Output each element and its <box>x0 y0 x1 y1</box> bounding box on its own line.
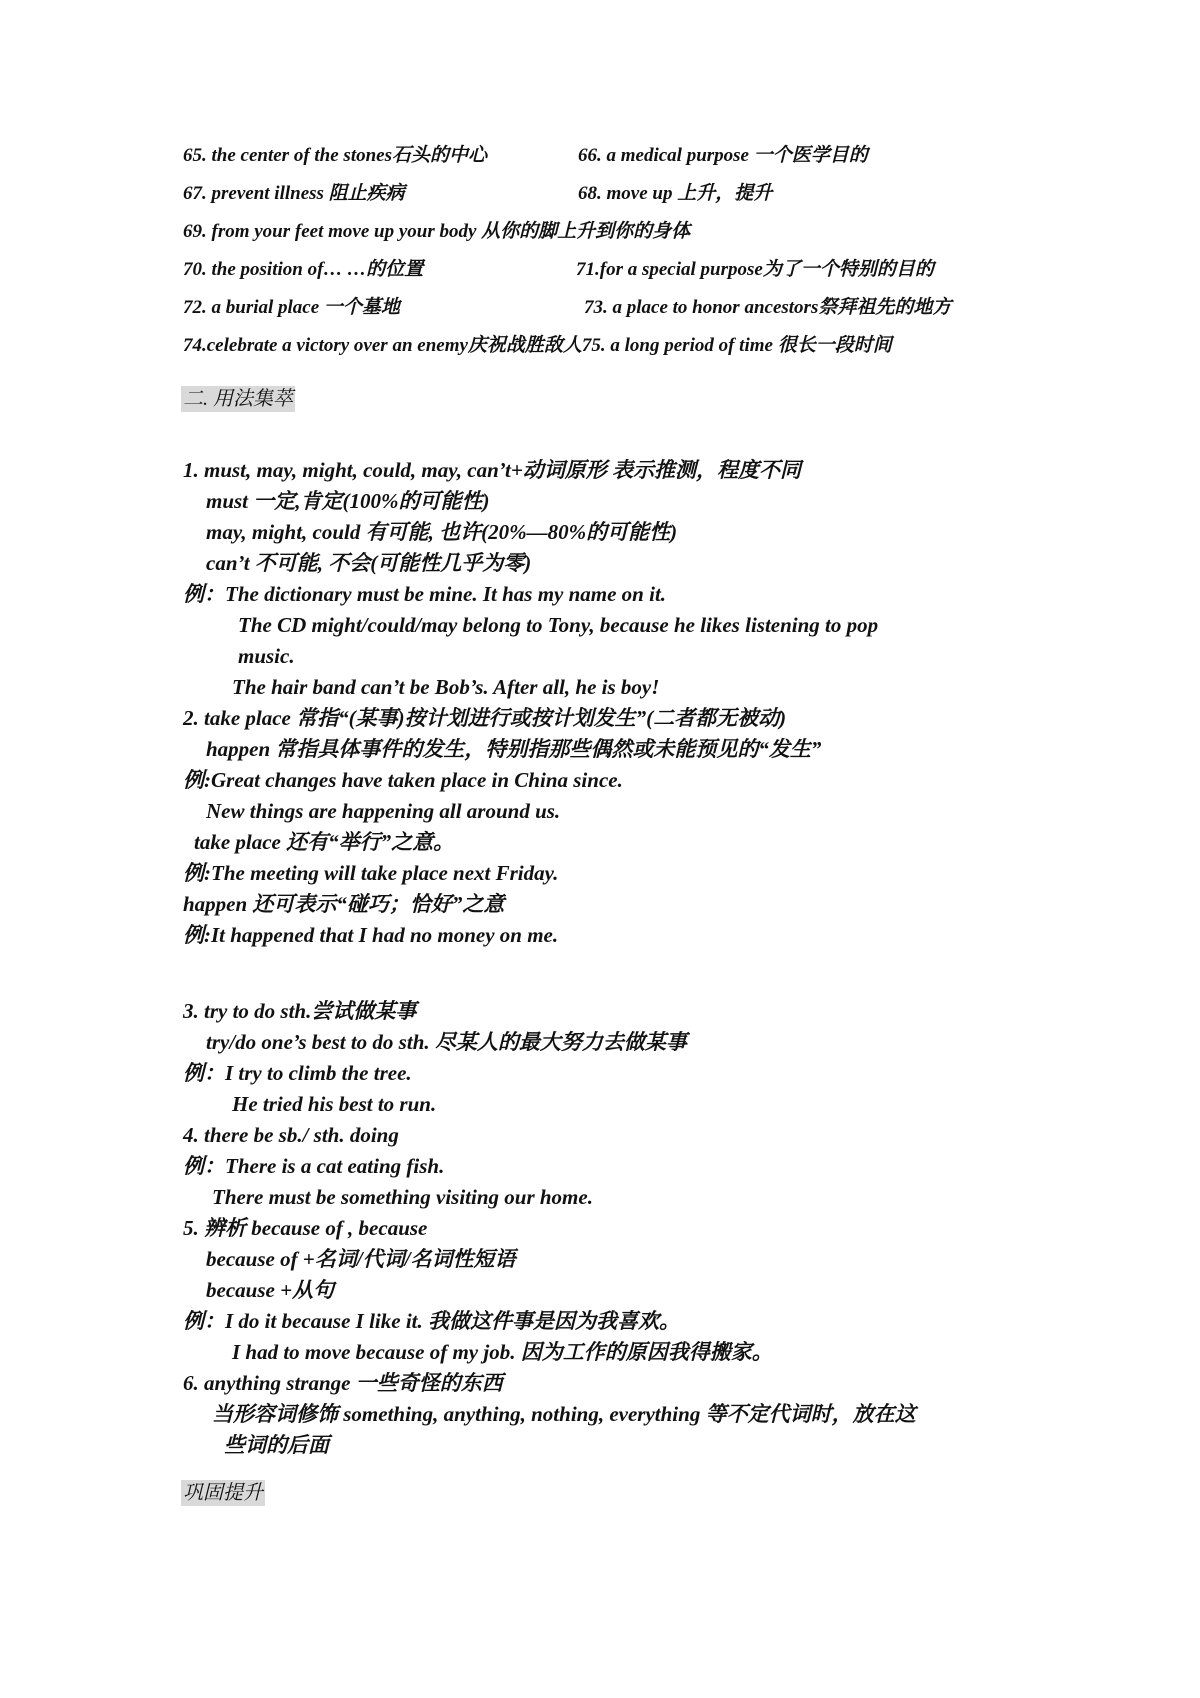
phrase-65: 65. the center of the stones石头的中心 <box>183 145 487 166</box>
section-usage-heading: 二. 用法集萃 <box>183 388 293 410</box>
usage-6-title: 6. anything strange 一些奇怪的东西 <box>183 1371 503 1395</box>
usage-5-title: 5. 辨析 because of , because <box>183 1216 428 1240</box>
usage-1-example-2-cont: music. <box>238 644 295 668</box>
usage-1-example-2: The CD might/could/may belong to Tony, because he likes listening to pop <box>238 613 879 637</box>
usage-2-happen: happen 常指具体事件的发生，特别指那些偶然或未能预见的“发生” <box>206 737 822 761</box>
phrase-67: 67. prevent illness 阻止疾病 <box>183 183 405 204</box>
usage-5-because: because +从句 <box>206 1278 335 1302</box>
section-consolidate-heading: 巩固提升 <box>183 1482 263 1504</box>
usage-3-example-1: 例：I try to climb the tree. <box>183 1061 412 1085</box>
phrase-66: 66. a medical purpose 一个医学目的 <box>578 145 868 166</box>
usage-1-example-3: The hair band can’t be Bob’s. After all, he is boy! <box>232 675 660 699</box>
phrase-74-75: 74.celebrate a victory over an enemy庆祝战胜敌人75. a long period of time 很长一段时间 <box>183 335 892 356</box>
phrase-73: 73. a place to honor ancestors祭拜祖先的地方 <box>584 297 952 318</box>
usage-2-example-1: 例:Great changes have taken place in China since. <box>183 768 623 792</box>
usage-1-example-1: 例：The dictionary must be mine. It has my name on it. <box>183 582 667 606</box>
usage-2-title: 2. take place 常指“(某事)按计划进行或按计划发生”(二者都无被动) <box>183 706 787 730</box>
usage-4-title: 4. there be sb./ sth. doing <box>183 1123 399 1147</box>
usage-1-cant: can’t 不可能, 不会(可能性几乎为零) <box>206 551 532 575</box>
usage-3-example-2: He tried his best to run. <box>232 1092 437 1116</box>
usage-2-example-4: 例:It happened that I had no money on me. <box>183 923 559 947</box>
phrase-71: 71.for a special purpose为了一个特别的目的 <box>576 259 934 280</box>
usage-4-example-1: 例：There is a cat eating fish. <box>183 1154 445 1178</box>
usage-6-rule-cont: 些词的后面 <box>224 1433 329 1457</box>
usage-2-take-place-hold: take place 还有“举行”之意。 <box>194 830 455 854</box>
phrase-72: 72. a burial place 一个墓地 <box>183 297 400 318</box>
usage-1-must: must 一定,肯定(100%的可能性) <box>206 489 490 513</box>
usage-3-best: try/do one’s best to do sth. 尽某人的最大努力去做某事 <box>206 1030 687 1054</box>
usage-6-rule: 当形容词修饰 something, anything, nothing, everything 等不定代词时，放在这 <box>212 1402 916 1426</box>
usage-1-title: 1. must, may, might, could, may, can’t+动词原形 表示推测，程度不同 <box>183 458 802 482</box>
usage-5-example-1: 例：I do it because I like it. 我做这件事是因为我喜欢。 <box>183 1309 680 1333</box>
usage-2-example-3: 例:The meeting will take place next Friday. <box>183 861 559 885</box>
phrase-70: 70. the position of… …的位置 <box>183 259 424 280</box>
usage-1-may: may, might, could 有可能, 也许(20%—80%的可能性) <box>206 520 678 544</box>
phrase-68: 68. move up 上升，提升 <box>578 183 773 204</box>
phrase-69: 69. from your feet move up your body 从你的脚上升到你的身体 <box>183 221 691 242</box>
usage-5-because-of: because of +名词/代词/名词性短语 <box>206 1247 516 1271</box>
usage-2-happen-chance: happen 还可表示“碰巧；恰好”之意 <box>183 892 505 916</box>
usage-5-example-2: I had to move because of my job. 因为工作的原因我得搬家。 <box>232 1340 773 1364</box>
usage-3-title: 3. try to do sth.尝试做某事 <box>183 999 417 1023</box>
usage-4-example-2: There must be something visiting our home. <box>212 1185 593 1209</box>
usage-2-example-2: New things are happening all around us. <box>206 799 561 823</box>
